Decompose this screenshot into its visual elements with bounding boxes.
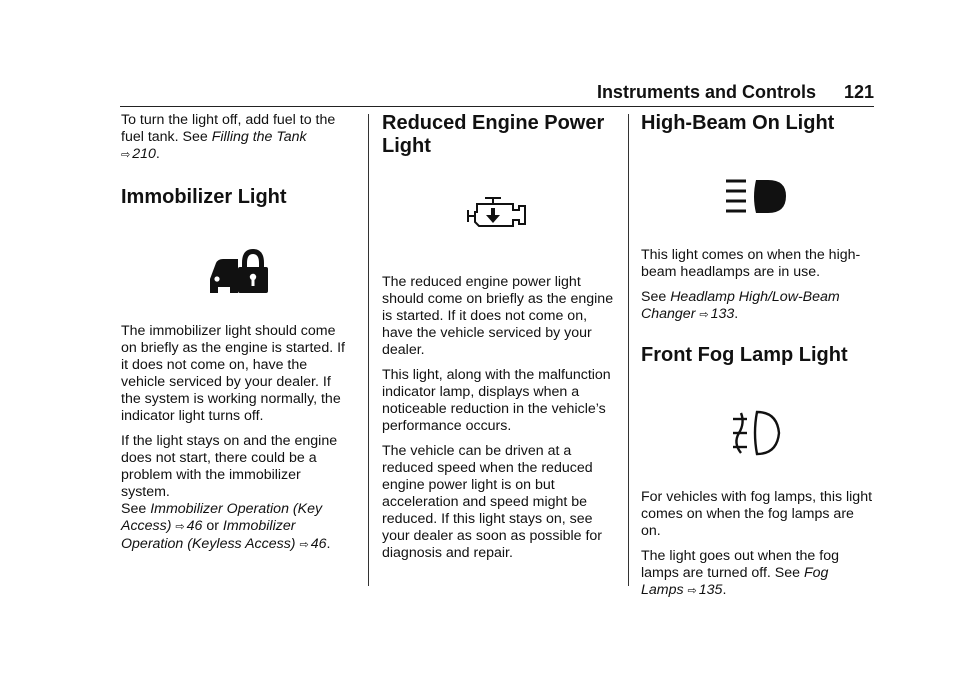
page-ref-arrow-icon: ⇨ xyxy=(175,521,185,533)
page-ref[interactable]: 133 xyxy=(710,306,735,322)
page-ref-arrow-icon: ⇨ xyxy=(121,149,131,161)
column-1 xyxy=(121,112,353,562)
header-rule xyxy=(120,106,874,107)
link-immobilizer-key[interactable]: Immobilizer Operation (Key Access) xyxy=(121,501,323,534)
fog-lamp-icon xyxy=(641,407,873,459)
column-3 xyxy=(641,112,873,608)
page-ref[interactable]: 135 xyxy=(698,582,723,598)
fog-lamp-paragraph-1: For vehicles with fog lamps, this light comes on when the fog lamps are on. xyxy=(641,489,873,539)
column-divider xyxy=(368,114,369,586)
immobilizer-paragraph-2: If the light stays on and the engine does not start, there could be a problem with the immobilizer system. See Immobilizer Operation (Key Access) ⇨ 46 or Immobilizer Operation (Keyless Access) ⇨ 46. xyxy=(121,433,338,552)
high-beam-see: See Headlamp High/Low-Beam Changer ⇨ 133. xyxy=(641,289,840,322)
immobilizer-lock-icon xyxy=(121,245,353,297)
link-fog-lamps[interactable]: Fog Lamps xyxy=(641,565,829,598)
intro-paragraph: To turn the light off, add fuel to the fuel tank. See Filling the Tank ⇨ 210. xyxy=(121,112,336,162)
high-beam-icon xyxy=(641,177,873,217)
high-beam-paragraph: This light comes on when the high-beam headlamps are in use. xyxy=(641,247,861,280)
reduced-power-paragraph-2: This light, along with the malfunction indicator lamp, displays when a noticeable reduction in the vehicle’s performance occurs. xyxy=(382,367,611,434)
engine-power-icon xyxy=(382,196,614,232)
heading-reduced-engine-power: Reduced Engine Power Light xyxy=(382,112,605,157)
immobilizer-paragraph-1: The immobilizer light should come on briefly as the engine is started. If it does not come on, have the vehicle serviced by your dealer. If the system is working normally, the indicator light turns off. xyxy=(121,323,345,424)
page-ref-arrow-icon: ⇨ xyxy=(699,309,709,321)
link-filling-the-tank[interactable]: Filling the Tank xyxy=(211,129,307,145)
heading-front-fog-lamp: Front Fog Lamp Light xyxy=(641,344,848,366)
page-number: 121 xyxy=(843,82,874,102)
link-headlamp-changer[interactable]: Headlamp High/Low-Beam Changer xyxy=(641,289,840,322)
page-header xyxy=(597,82,874,103)
column-divider xyxy=(628,114,629,586)
page-ref[interactable]: 46 xyxy=(186,518,203,534)
heading-immobilizer-light: Immobilizer Light xyxy=(121,186,287,208)
page-ref[interactable]: 46 xyxy=(310,536,327,552)
page-ref-arrow-icon: ⇨ xyxy=(299,539,309,551)
column-2 xyxy=(382,112,614,570)
reduced-power-paragraph-1: The reduced engine power light should come on briefly as the engine is started. If it does not come on, have the vehicle serviced by your dealer. xyxy=(382,274,614,358)
section-title: Instruments and Controls xyxy=(596,82,816,102)
link-immobilizer-keyless[interactable]: Immobilizer Operation (Keyless Access) xyxy=(121,518,296,552)
reduced-power-paragraph-3: The vehicle can be driven at a reduced speed when the reduced engine power light is on but acceleration and speed might be reduced. If this light stays on, see your dealer as soon as possible for diagnosis and repair. xyxy=(382,443,603,561)
fog-lamp-paragraph-2: The light goes out when the fog lamps are turned off. See Fog Lamps ⇨ 135. xyxy=(641,548,839,598)
page-ref-arrow-icon: ⇨ xyxy=(687,585,697,597)
heading-high-beam: High-Beam On Light xyxy=(641,112,835,134)
page-ref[interactable]: 210 xyxy=(132,146,156,162)
